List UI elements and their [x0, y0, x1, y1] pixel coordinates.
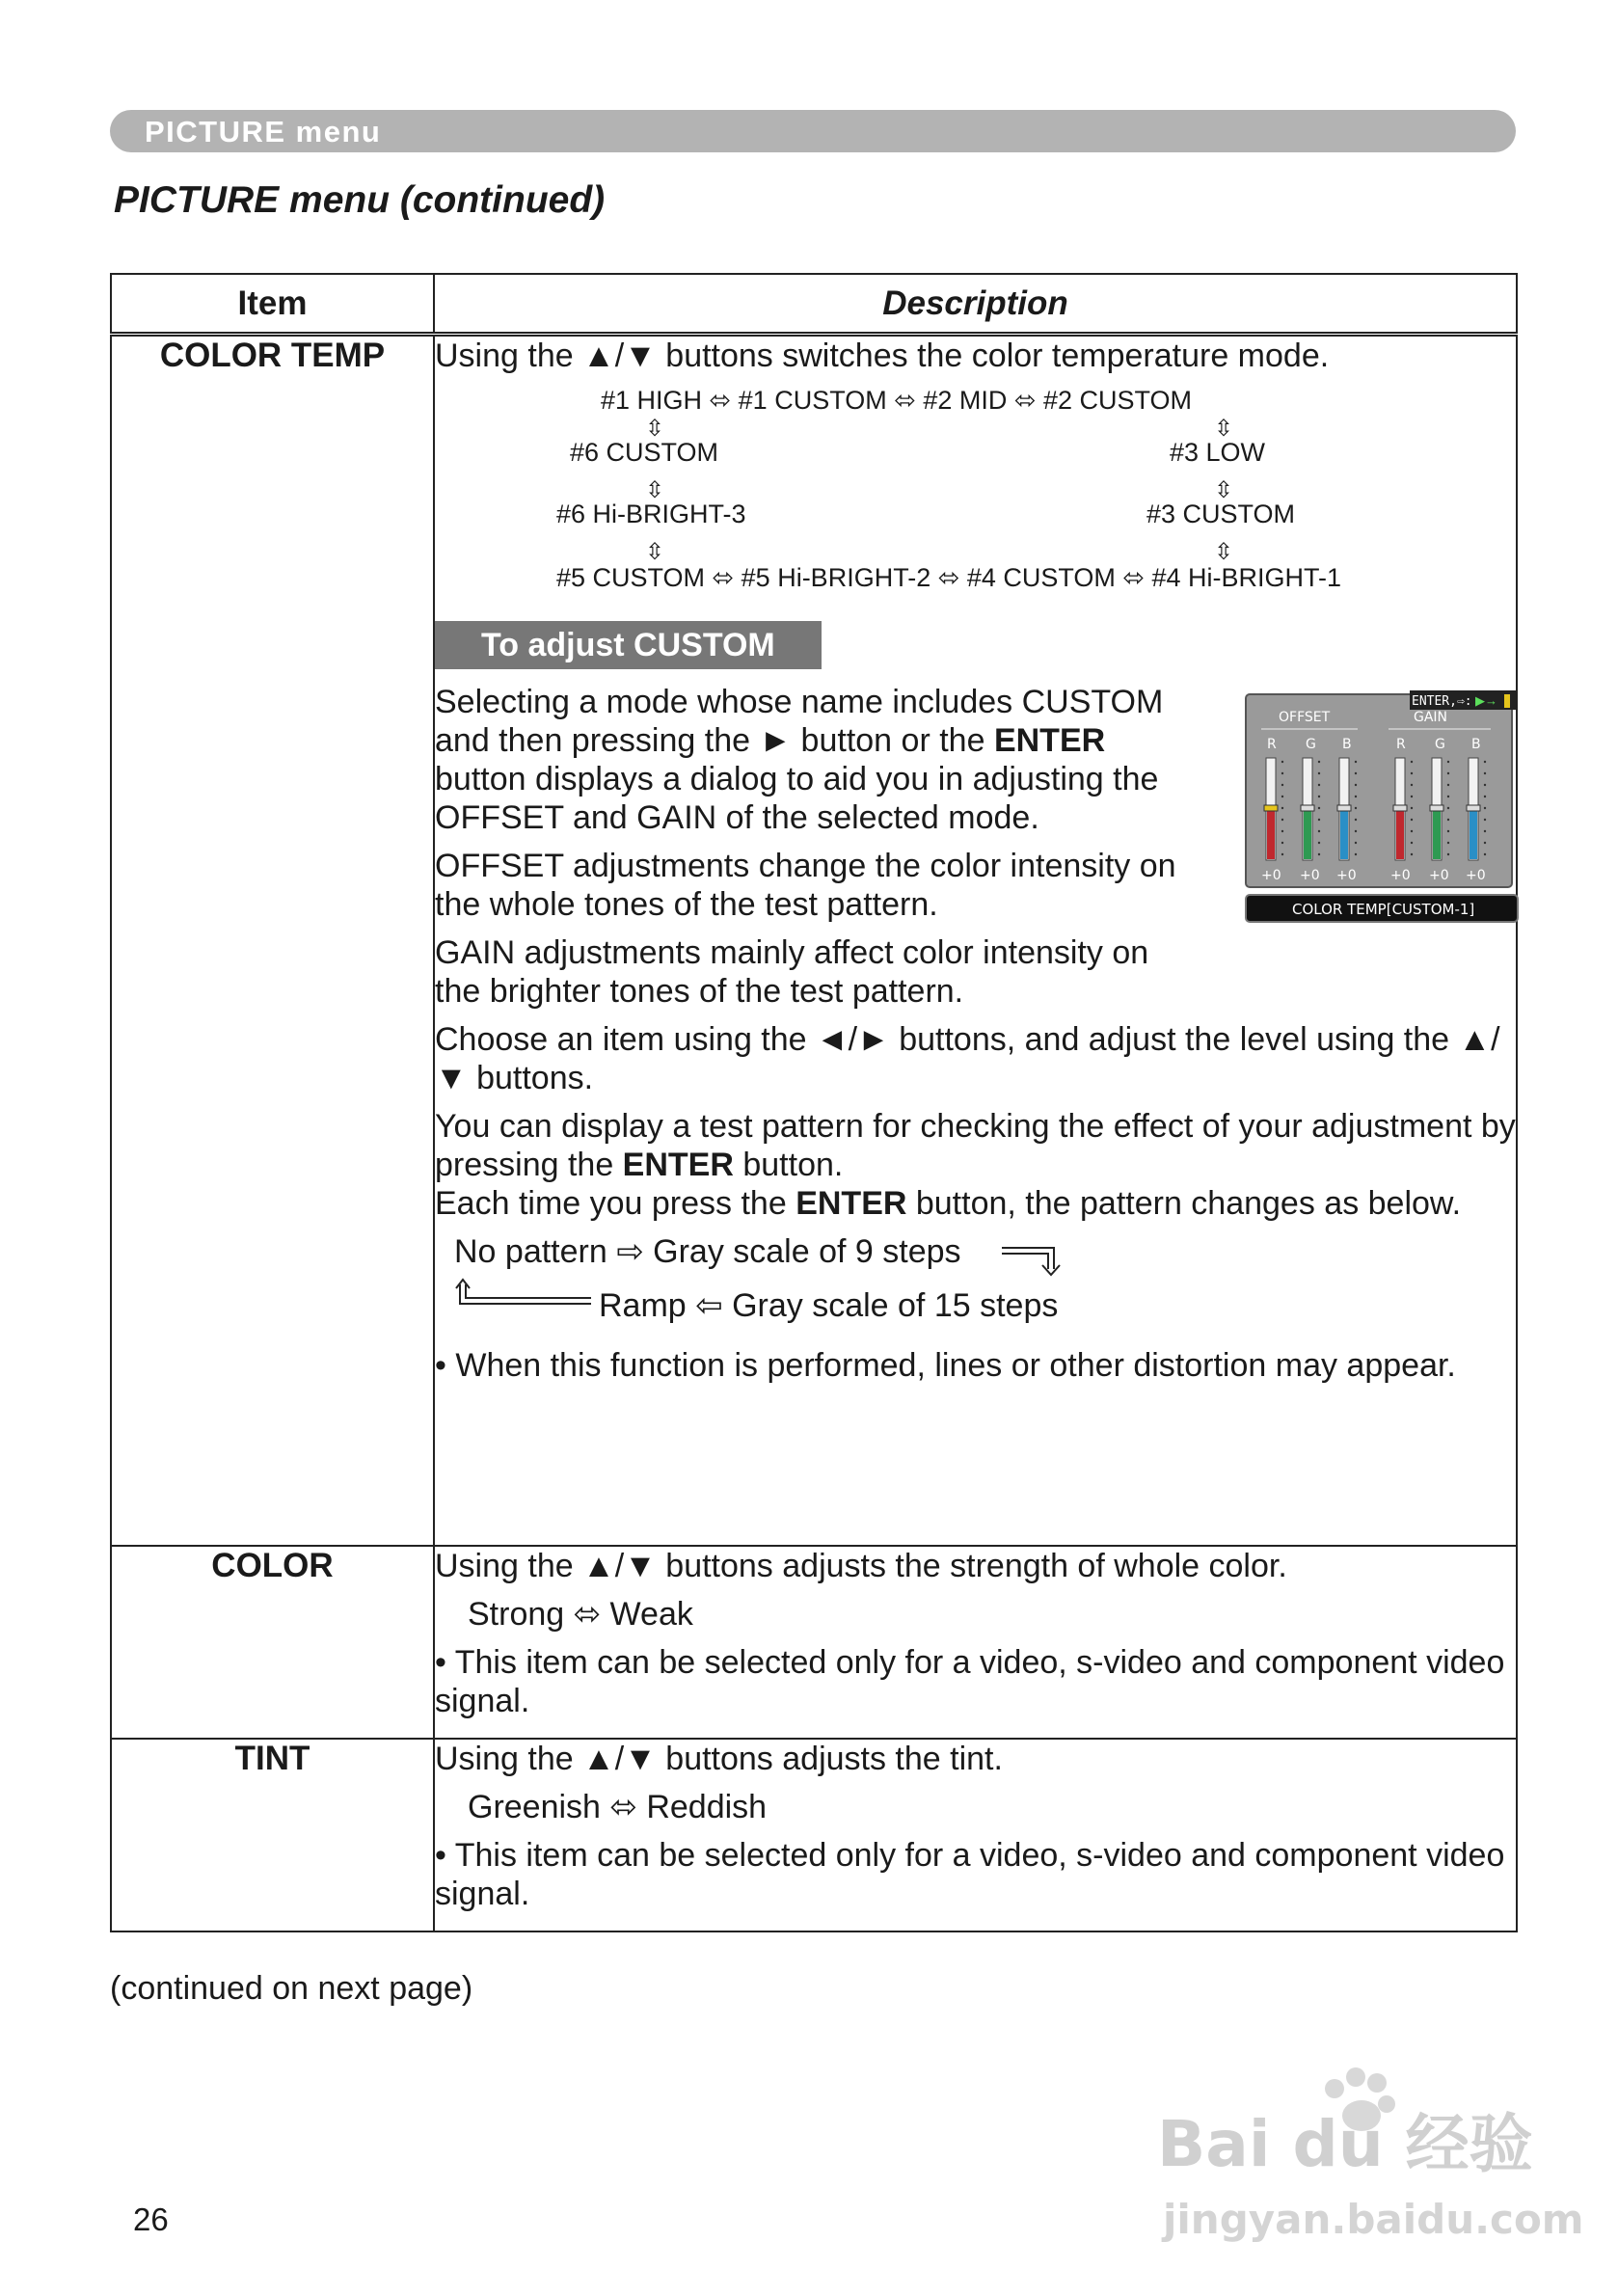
slider-tick [1484, 807, 1486, 809]
flow-vert-arrow-icon: ⇳ [1214, 539, 1234, 565]
flow-vert-arrow-icon: ⇳ [645, 477, 665, 503]
slider-tick [1484, 819, 1486, 821]
slider-tick [1484, 853, 1486, 855]
slider-tick [1281, 772, 1283, 774]
slider-tick [1447, 772, 1449, 774]
dialog-gain-b: B [1471, 737, 1481, 752]
slider-tick [1411, 853, 1413, 855]
slider-tick [1318, 819, 1320, 821]
slider-offset-b-fill [1340, 809, 1348, 859]
table-header-row [111, 274, 1517, 335]
custom-paragraph-1: Selecting a mode whose name includes CUSTOM and then pressing the ► button or the ENTER button displays a dialog to aid you in adjusting the OFFSET and GAIN of the selected mode. [435, 684, 1164, 836]
dialog-value: +0 [1390, 868, 1411, 883]
flow-vert-arrow-icon: ⇳ [645, 539, 665, 565]
table-row-color [111, 1546, 1517, 1739]
slider-tick [1355, 830, 1357, 832]
slider-tick [1281, 807, 1283, 809]
slider-tick [1318, 830, 1320, 832]
slider-tick [1484, 796, 1486, 797]
slider-gain-b-fill [1470, 809, 1477, 859]
dialog-offset-g: G [1306, 737, 1316, 752]
slider-tick [1411, 819, 1413, 821]
dialog-indicator-icon [1504, 694, 1510, 708]
slider-tick [1318, 761, 1320, 763]
color-temp-mode-flow [435, 385, 1516, 592]
flow-left-2: #6 CUSTOM [570, 438, 719, 467]
slider-offset-r-knob [1264, 805, 1278, 811]
slider-tick [1484, 842, 1486, 844]
watermark-brand: Bai du 经验 [1157, 2107, 1533, 2181]
flow-row-4: #5 CUSTOM ⬄ #5 Hi-BRIGHT-2 ⬄ #4 CUSTOM ⬄ #4 Hi-BRIGHT-1 [556, 563, 1342, 592]
slider-tick [1411, 807, 1413, 809]
item-tint: TINT [111, 1739, 434, 1931]
flow-vert-arrow-icon: ⇳ [645, 416, 665, 442]
slider-tick [1355, 784, 1357, 786]
gain-paragraph: GAIN adjustments mainly affect color intensity on the brighter tones of the test pattern. [435, 934, 1149, 1010]
slider-gain-g-knob [1430, 805, 1443, 811]
slider-offset-g-fill [1304, 809, 1311, 859]
color-temp-dialog-image [1244, 690, 1520, 926]
slider-tick [1281, 853, 1283, 855]
section-header-bar [110, 110, 1516, 152]
column-header-description: Description [434, 274, 1517, 335]
slider-tick [1318, 853, 1320, 855]
table-row-color-temp [111, 335, 1517, 1546]
color-temp-intro: Using the ▲/▼ buttons switches the color temperature mode. [435, 338, 1330, 374]
slider-tick [1281, 796, 1283, 797]
watermark-url: jingyan.baidu.com [1163, 2196, 1584, 2243]
slider-tick [1447, 819, 1449, 821]
slider-tick [1318, 796, 1320, 797]
pattern-line-2: Ramp ⇦ Gray scale of 15 steps [599, 1287, 1059, 1324]
dialog-offset-label: OFFSET [1279, 710, 1331, 725]
loop-down-arrow-icon [1000, 1236, 1067, 1275]
slider-tick [1411, 784, 1413, 786]
dialog-gain-g: G [1435, 737, 1445, 752]
slider-gain-b-knob [1467, 805, 1480, 811]
slider-tick [1318, 772, 1320, 774]
dialog-value: +0 [1336, 868, 1357, 883]
dialog-footer-title: COLOR TEMP[CUSTOM-1] [1292, 901, 1475, 918]
continued-note: (continued on next page) [110, 1970, 473, 2007]
pattern-cycle [435, 1232, 1516, 1338]
baidu-watermark-logo [1149, 2052, 1584, 2245]
description-tint [434, 1739, 1517, 1931]
dialog-gain-r: R [1396, 737, 1406, 752]
slider-tick [1318, 807, 1320, 809]
page-number: 26 [133, 2201, 169, 2237]
slider-tick [1355, 761, 1357, 763]
section-tab-label: PICTURE menu [145, 115, 382, 149]
slider-tick [1281, 784, 1283, 786]
slider-tick [1355, 772, 1357, 774]
dialog-gain-label: GAIN [1414, 710, 1448, 725]
description-color-temp [434, 335, 1517, 1546]
custom-adjust-block [435, 683, 1516, 1387]
tint-range: Greenish ⬄ Reddish [468, 1788, 768, 1825]
tint-note: • This item can be selected only for a video, s-video and component video signal. [435, 1836, 1505, 1912]
page-title: PICTURE menu (continued) [114, 179, 606, 221]
slider-tick [1355, 853, 1357, 855]
item-color: COLOR [111, 1546, 434, 1739]
slider-tick [1447, 807, 1449, 809]
slider-tick [1318, 842, 1320, 844]
loop-up-arrow-icon [450, 1277, 595, 1315]
slider-tick [1281, 819, 1283, 821]
tint-line-1: Using the ▲/▼ buttons adjusts the tint. [435, 1740, 1003, 1777]
slider-tick [1411, 830, 1413, 832]
choose-item-paragraph: Choose an item using the ◄/► buttons, and adjust the level using the ▲/▼ buttons. [435, 1021, 1500, 1096]
item-color-temp: COLOR TEMP [111, 335, 434, 1546]
slider-tick [1411, 761, 1413, 763]
slider-tick [1447, 830, 1449, 832]
flow-vert-arrow-icon: ⇳ [1214, 477, 1234, 503]
slider-tick [1355, 819, 1357, 821]
color-line-1: Using the ▲/▼ buttons adjusts the strength of whole color. [435, 1547, 1287, 1584]
column-header-item: Item [111, 274, 434, 335]
dialog-arrow-icon: ▶→ [1475, 693, 1497, 708]
flow-right-3: #3 CUSTOM [1146, 500, 1296, 528]
dialog-enter-label: ENTER,⇨: [1412, 694, 1472, 709]
dialog-value: +0 [1429, 868, 1449, 883]
test-pattern-paragraph: You can display a test pattern for checking the effect of your adjustment by pressing the ENTER button. [435, 1108, 1516, 1183]
picture-menu-table [110, 273, 1518, 1932]
slider-tick [1484, 784, 1486, 786]
pattern-line-1: No pattern ⇨ Gray scale of 9 steps [454, 1233, 961, 1270]
slider-tick [1484, 830, 1486, 832]
slider-tick [1355, 807, 1357, 809]
slider-tick [1447, 784, 1449, 786]
slider-tick [1411, 796, 1413, 797]
slider-gain-r-fill [1396, 809, 1404, 859]
table-row-tint [111, 1739, 1517, 1931]
slider-gain-g-fill [1433, 809, 1441, 859]
slider-tick [1411, 842, 1413, 844]
dialog-value: +0 [1261, 868, 1281, 883]
flow-left-3: #6 Hi-BRIGHT-3 [556, 500, 746, 528]
dialog-value: +0 [1300, 868, 1320, 883]
adjust-custom-title: To adjust CUSTOM [435, 621, 822, 669]
color-note: • This item can be selected only for a video, s-video and component video signal. [435, 1643, 1505, 1719]
custom-text-column [435, 683, 1197, 1011]
slider-offset-r-fill [1267, 809, 1275, 859]
dialog-value: +0 [1466, 868, 1486, 883]
slider-tick [1281, 761, 1283, 763]
distortion-note: • When this function is performed, lines or other distortion may appear. [435, 1347, 1456, 1384]
slider-offset-b-knob [1337, 805, 1351, 811]
flow-row-1: #1 HIGH ⬄ #1 CUSTOM ⬄ #2 MID ⬄ #2 CUSTOM [601, 386, 1193, 415]
slider-tick [1355, 796, 1357, 797]
slider-tick [1411, 772, 1413, 774]
dialog-offset-b: B [1342, 737, 1352, 752]
dialog-offset-r: R [1267, 737, 1277, 752]
slider-offset-g-knob [1301, 805, 1314, 811]
color-range: Strong ⬄ Weak [468, 1595, 693, 1633]
slider-gain-r-knob [1393, 805, 1407, 811]
flow-vert-arrow-icon: ⇳ [1214, 416, 1234, 442]
flow-right-2: #3 LOW [1170, 438, 1266, 467]
slider-tick [1447, 842, 1449, 844]
slider-tick [1484, 761, 1486, 763]
slider-tick [1355, 842, 1357, 844]
slider-tick [1447, 761, 1449, 763]
offset-paragraph: OFFSET adjustments change the color intensity on the whole tones of the test pattern. [435, 848, 1176, 923]
pattern-change-paragraph: Each time you press the ENTER button, the pattern changes as below. [435, 1185, 1462, 1222]
slider-tick [1447, 853, 1449, 855]
slider-tick [1281, 842, 1283, 844]
description-color [434, 1546, 1517, 1739]
slider-tick [1484, 772, 1486, 774]
slider-tick [1318, 784, 1320, 786]
slider-tick [1281, 830, 1283, 832]
slider-tick [1447, 796, 1449, 797]
